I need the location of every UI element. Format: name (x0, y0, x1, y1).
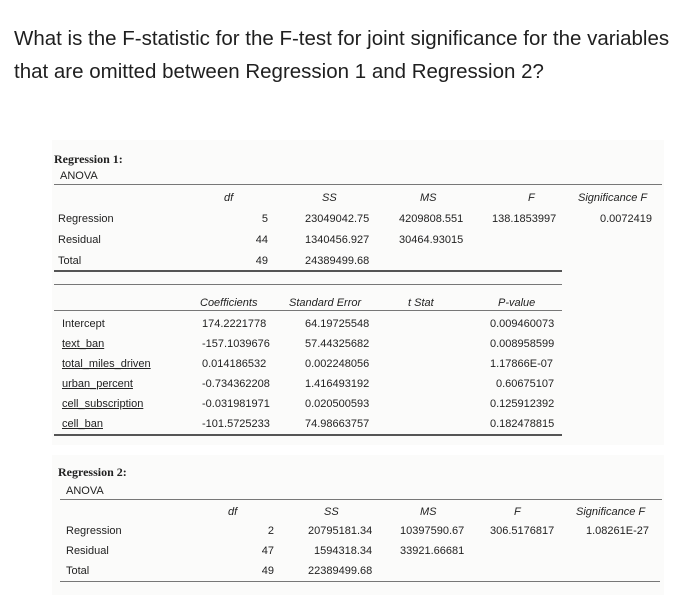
anova-significance-f: 0.0072419 (600, 213, 652, 225)
coef-top-rule (54, 284, 562, 285)
anova-ss: 1594318.34 (314, 545, 373, 557)
anova-top-rule (60, 499, 662, 500)
coef-p-value: 1.17866E-07 (490, 358, 553, 370)
coef-header-t-stat: t Stat (408, 297, 434, 309)
anova-f: 138.1853997 (492, 213, 557, 225)
anova-header-df: df (224, 192, 234, 204)
anova-ss: 22389499.68 (308, 565, 373, 577)
anova-df: 47 (261, 545, 274, 557)
coef-p-value: 0.009460073 (490, 318, 555, 330)
anova-bottom-rule (54, 270, 562, 272)
coef-value: -101.5725233 (202, 418, 270, 430)
coef-row-label: text_ban (62, 338, 105, 350)
coef-p-value: 0.60675107 (496, 378, 555, 390)
coef-value: 174.2221778 (202, 318, 267, 330)
coef-std-error: 0.020500593 (305, 398, 370, 410)
coef-header-rule (54, 310, 562, 311)
coef-row-label: cell_subscription (62, 398, 144, 410)
coef-header-p-value: P-value (498, 297, 536, 309)
anova-header-ss: SS (324, 506, 339, 518)
coef-std-error: 1.416493192 (305, 378, 370, 390)
anova-bottom-rule (60, 581, 660, 582)
regression-1-title: Regression 1: (54, 152, 123, 166)
coef-value: 0.014186532 (202, 358, 267, 370)
anova-header-f: F (528, 192, 535, 204)
anova-row-label: Total (66, 565, 90, 577)
anova-df: 49 (261, 565, 274, 577)
coef-row-label: urban_percent (62, 378, 133, 390)
anova-ss: 1340456.927 (305, 234, 370, 246)
coef-std-error: 57.44325682 (305, 338, 370, 350)
anova-ss: 20795181.34 (308, 525, 373, 537)
coef-value: -0.734362208 (202, 378, 270, 390)
anova-header-ms: MS (420, 192, 437, 204)
coef-p-value: 0.008958599 (490, 338, 555, 350)
regression-2-title: Regression 2: (58, 465, 127, 479)
regression-1-anova-label: ANOVA (60, 170, 98, 182)
coef-row-label: total_miles_driven (62, 358, 151, 370)
regression-2-panel (52, 455, 664, 595)
anova-header-significance-f: Significance F (578, 192, 648, 204)
coef-std-error: 74.98663757 (305, 418, 370, 430)
coef-bottom-rule (54, 434, 562, 436)
coef-row-label: Intercept (62, 318, 105, 330)
anova-ms: 33921.66681 (400, 545, 465, 557)
anova-ss: 23049042.75 (305, 213, 370, 225)
anova-row-label: Residual (66, 545, 109, 557)
question-text: What is the F-statistic for the F-test for joint significance for the variables that are omitted between Regression 1 and Regression 2? (14, 27, 670, 83)
anova-df: 44 (255, 234, 268, 246)
anova-f: 306.5176817 (490, 525, 555, 537)
anova-ms: 30464.93015 (399, 234, 464, 246)
anova-row-label: Regression (66, 525, 122, 537)
anova-header-f: F (514, 506, 521, 518)
coef-row-label: cell_ban (62, 418, 103, 430)
coef-value: -157.1039676 (202, 338, 270, 350)
anova-significance-f: 1.08261E-27 (586, 525, 649, 537)
coef-header-coefficients: Coefficients (200, 297, 258, 309)
coef-std-error: 0.002248056 (305, 358, 370, 370)
anova-top-rule (54, 184, 662, 185)
anova-row-label: Regression (58, 213, 114, 225)
regression-1-panel (52, 140, 664, 445)
coef-p-value: 0.182478815 (490, 418, 555, 430)
anova-row-label: Total (58, 255, 82, 267)
anova-df: 49 (255, 255, 268, 267)
anova-ms: 10397590.67 (400, 525, 465, 537)
anova-header-ms: MS (420, 506, 437, 518)
anova-header-significance-f: Significance F (576, 506, 646, 518)
coef-header-standard-error: Standard Error (289, 297, 362, 309)
coef-std-error: 64.19725548 (305, 318, 370, 330)
anova-df: 2 (267, 525, 274, 537)
anova-ss: 24389499.68 (305, 255, 370, 267)
regression-2-anova-label: ANOVA (66, 485, 104, 497)
anova-ms: 4209808.551 (399, 213, 464, 225)
anova-df: 5 (261, 213, 268, 225)
coef-value: -0.031981971 (202, 398, 270, 410)
anova-header-df: df (228, 506, 238, 518)
anova-row-label: Residual (58, 234, 101, 246)
coef-p-value: 0.125912392 (490, 398, 555, 410)
anova-header-ss: SS (322, 192, 337, 204)
